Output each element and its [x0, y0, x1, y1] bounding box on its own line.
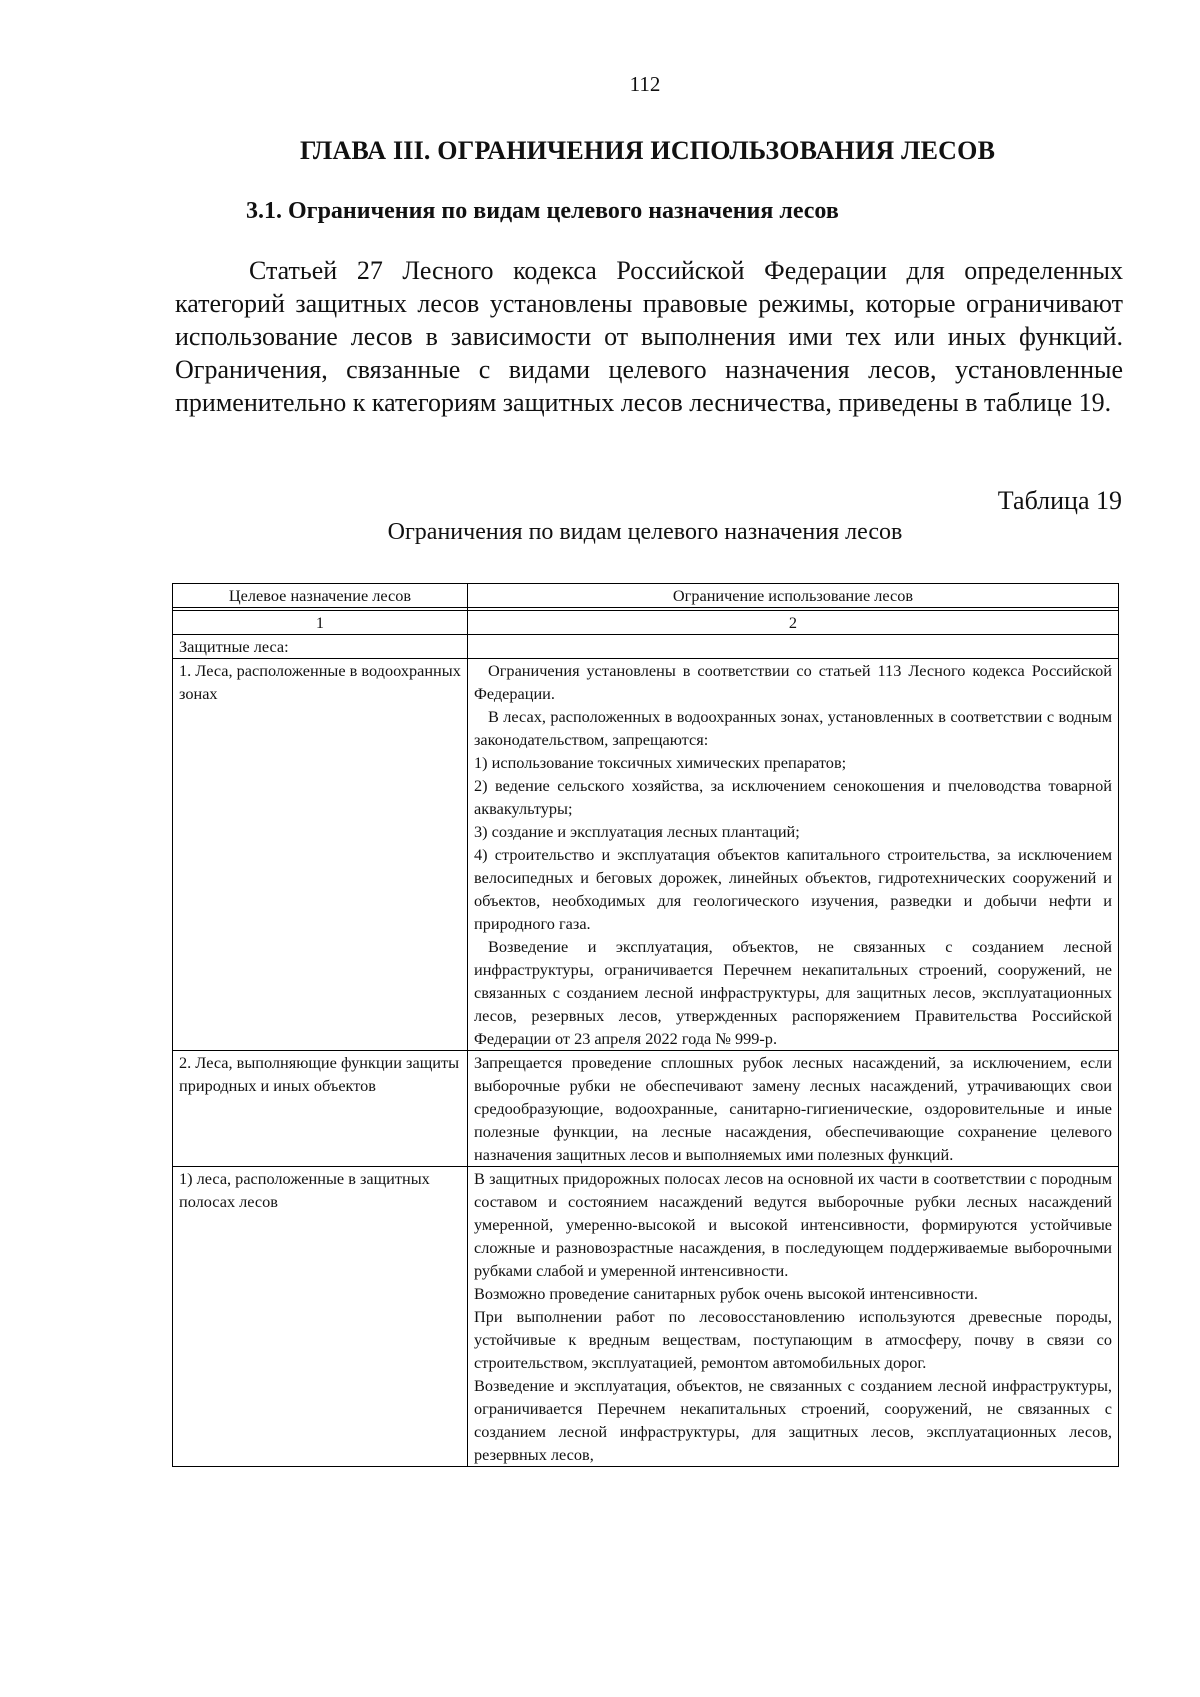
restriction-paragraph: В лесах, расположенных в водоохранных зонах, установленных в соответствии с водным законодательством, запрещаются: [474, 707, 1112, 749]
chapter-title: ГЛАВА III. ОГРАНИЧЕНИЯ ИСПОЛЬЗОВАНИЯ ЛЕСОВ [300, 136, 996, 165]
restriction-paragraph: Возведение и эксплуатация, объектов, не связанных с созданием лесной инфраструктуры, ограничивается Перечнем некапитальных строений, сооружений, не связанных с созданием лесной инфраструктуры, для защитных лесов, эксплуатационных лесов, резервных лесов, [474, 1376, 1112, 1464]
purpose-cell: 2. Леса, выполняющие функции защиты природных и иных объектов [173, 1051, 468, 1167]
table-caption: Ограничения по видам целевого назначения лесов [387, 519, 903, 545]
table-row [173, 659, 1119, 1051]
column-numbers-row [173, 611, 1119, 635]
header-restriction: Ограничение использование лесов [468, 584, 1119, 608]
purpose-cell: Защитные леса: [173, 635, 468, 659]
intro-paragraph: Статьей 27 Лесного кодекса Российской Федерации для определенных категорий защитных лесов установлены правовые режимы, которые ограничивают использование лесов в зависимости от выполнения ими тех или иных функций. Ограничения, связанные с видами целевого назначения лесов, установленные применительно к категориям защитных лесов лесничества, приведены в таблице 19. [175, 256, 1123, 417]
table-label: Таблица 19 [997, 486, 1122, 515]
page-number: 112 [629, 72, 661, 96]
purpose-cell: 1) леса, расположенные в защитных полосах лесов [173, 1167, 468, 1467]
restrictions-table [172, 583, 1119, 1467]
restriction-list-item: 1) использование токсичных химических препаратов; [474, 753, 847, 772]
column-number-1: 1 [173, 611, 468, 635]
restriction-paragraph: Возможно проведение санитарных рубок очень высокой интенсивности. [474, 1284, 978, 1303]
restriction-cell [468, 659, 1119, 1051]
table-row [173, 1167, 1119, 1467]
restriction-cell [468, 1051, 1119, 1167]
restriction-paragraph: Ограничения установлены в соответствии со статьей 113 Лесного кодекса Российской Федерации. [474, 661, 1112, 703]
restriction-list-item: 4) строительство и эксплуатация объектов капитального строительства, за исключением велосипедных и беговых дорожек, линейных объектов, гидротехнических сооружений и объектов, необходимых для геологического изучения, разведки и добычи нефти и природного газа. [474, 845, 1112, 933]
table-row [173, 1051, 1119, 1167]
column-number-2: 2 [468, 611, 1119, 635]
restriction-cell [468, 1167, 1119, 1467]
section-title: 3.1. Ограничения по видам целевого назначения лесов [246, 198, 839, 224]
restriction-list-item: 2) ведение сельского хозяйства, за исключением сенокошения и пчеловодства товарной аквакультуры; [474, 776, 1112, 818]
restriction-cell [468, 635, 1119, 659]
table-header-row [173, 584, 1119, 608]
restriction-paragraph: В защитных придорожных полосах лесов на основной их части в соответствии с породным составом и состоянием насаждений ведутся выборочные рубки лесных насаждений умеренной, умеренно-высокой и высокой интенсивности, формируются устойчивые сложные и разновозрастные насаждения, в последующем поддерживаемые выборочными рубками слабой и умеренной интенсивности. [474, 1169, 1112, 1280]
table-row [173, 635, 1119, 659]
restriction-paragraph: Запрещается проведение сплошных рубок лесных насаждений, за исключением, если выборочные рубки не обеспечивают замену лесных насаждений, утрачивающих свои средообразующие, водоохранные, санитарно-гигиенические, оздоровительные и иные полезные функции, на лесные насаждения, обеспечивающие сохранение целевого назначения защитных лесов и выполняемых ими полезных функций. [474, 1053, 1112, 1164]
restriction-paragraph: Возведение и эксплуатация, объектов, не связанных с созданием лесной инфраструктуры, ограничивается Перечнем некапитальных строений, сооружений, не связанных с созданием лесной инфраструктуры, для защитных лесов, эксплуатационных лесов, резервных лесов, утвержденных распоряжением Правительства Российской Федерации от 23 апреля 2022 года № 999-р. [474, 937, 1112, 1048]
purpose-cell: 1. Леса, расположенные в водоохранных зонах [173, 659, 468, 1051]
restriction-paragraph: При выполнении работ по лесовосстановлению используются древесные породы, устойчивые к вредным веществам, поступающим в атмосферу, почву в связи со строительством, эксплуатацией, ремонтом автомобильных дорог. [474, 1307, 1112, 1372]
restriction-list-item: 3) создание и эксплуатация лесных плантаций; [474, 822, 800, 841]
header-purpose: Целевое назначение лесов [173, 584, 468, 608]
